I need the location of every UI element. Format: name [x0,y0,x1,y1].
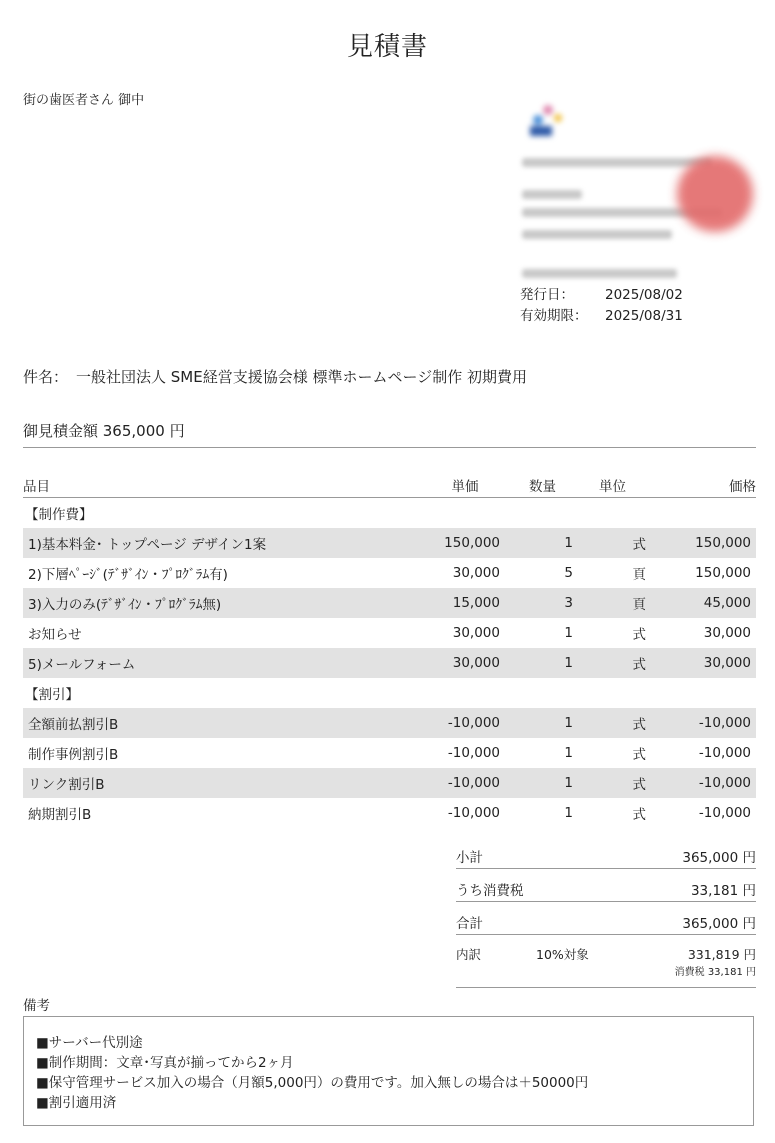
header-qty: 数量 [529,479,556,495]
tax-row [456,875,756,902]
remark-line: ■制作期間：文章･写真が揃ってから2ヶ月 [36,1055,294,1071]
table-row [23,558,756,588]
registration-redacted [522,269,677,278]
item-qty: 3 [564,595,573,611]
item-price: -10,000 [447,745,500,761]
company-logo [524,98,564,138]
item-qty: 5 [564,565,573,581]
company-postal-redacted [522,190,582,199]
recipient: 街の歯医者さん 御中 [23,93,145,108]
table-row [23,708,756,738]
item-unit: 式 [632,777,646,793]
expiry-date-value: 2025/08/31 [605,308,683,324]
item-name: お知らせ [28,627,82,643]
header-unit: 単位 [599,479,626,495]
remarks-title: 備考 [23,998,50,1014]
item-unit: 頁 [632,597,646,613]
item-price: -10,000 [447,775,500,791]
document-title: 見積書 [346,32,428,62]
table-header [23,474,756,498]
item-amount: -10,000 [698,715,751,731]
item-name: 2)下層ﾍﾟｰｼﾞ(ﾃﾞｻﾞｲﾝ・ﾌﾟﾛｸﾞﾗﾑ有) [28,567,228,583]
tax-value: 33,181 円 [690,883,756,899]
item-amount: -10,000 [698,805,751,821]
remark-line: ■割引適用済 [36,1095,117,1111]
item-name: 納期割引B [28,807,92,823]
header-name: 品目 [23,479,50,495]
item-price: -10,000 [447,805,500,821]
item-price: 30,000 [452,565,500,581]
item-unit: 式 [632,747,646,763]
item-amount: 150,000 [695,565,751,581]
breakdown-row [456,941,756,988]
breakdown-amount: 331,819 円 [687,947,756,962]
table-row [23,798,756,828]
company-name-redacted [522,158,712,167]
item-unit: 式 [632,657,646,673]
subtotal-label: 小計 [456,850,483,866]
section-title-production: 【制作費】 [25,507,93,523]
subtotal-value: 365,000 円 [682,850,756,866]
issuer-block [520,94,760,284]
item-qty: 1 [564,775,573,791]
item-qty: 1 [564,655,573,671]
item-unit: 頁 [632,567,646,583]
total-label: 合計 [456,916,483,932]
item-unit: 式 [632,807,646,823]
subject [23,366,527,387]
item-qty: 1 [564,625,573,641]
item-name: 制作事例割引B [28,747,119,763]
item-amount: -10,000 [698,775,751,791]
subject-label: 件名： [23,368,69,386]
table-row [23,768,756,798]
item-amount: 150,000 [695,535,751,551]
item-qty: 1 [564,805,573,821]
item-name: 1)基本料金･ トップページ デザイン1案 [28,537,267,553]
subject-value: 一般社団法人 SME経営支援協会様 標準ホームページ制作 初期費用 [76,368,527,386]
remark-line: ■サーバー代別途 [36,1035,143,1051]
issue-dates [520,285,683,327]
issue-date-value: 2025/08/02 [605,287,683,303]
issue-date-label: 発行日： [520,287,574,303]
item-name: 5)メールフォーム [28,657,136,673]
item-price: 30,000 [452,625,500,641]
item-price: 15,000 [452,595,500,611]
item-qty: 1 [564,745,573,761]
table-row [23,618,756,648]
item-unit: 式 [632,717,646,733]
remarks-box [23,1016,754,1126]
company-tel-redacted [522,230,672,239]
table-row [23,588,756,618]
breakdown-category: 10%対象 [536,947,589,962]
table-row [23,528,756,558]
remark-line: ■保守管理サービス加入の場合（月額5,000円）の費用です。加入無しの場合は＋50000円 [36,1075,589,1091]
item-qty: 1 [564,715,573,731]
item-amount: -10,000 [698,745,751,761]
item-amount: 45,000 [703,595,751,611]
header-price: 単価 [451,479,479,495]
estimate-total: 御見積金額 365,000 円 [23,420,756,448]
subtotal-row [456,842,756,869]
item-amount: 30,000 [703,655,751,671]
section-title-discount: 【割引】 [25,687,79,703]
breakdown-label: 内訳 [456,947,482,962]
item-name: 3)入力のみ(ﾃﾞｻﾞｲﾝ・ﾌﾟﾛｸﾞﾗﾑ無) [28,597,222,613]
item-unit: 式 [632,537,646,553]
item-qty: 1 [564,535,573,551]
total-value: 365,000 円 [682,916,756,932]
line-items-table [23,474,756,828]
item-price: 150,000 [444,535,500,551]
summary-block [456,842,756,988]
header-amount: 価格 [729,479,756,495]
item-amount: 30,000 [703,625,751,641]
table-row [23,648,756,678]
breakdown-tax: 消費税 33,181 円 [674,967,756,978]
total-row [456,908,756,935]
table-row [23,738,756,768]
item-name: リンク割引B [28,777,105,793]
tax-label: うち消費税 [456,883,524,899]
item-price: 30,000 [452,655,500,671]
item-name: 全額前払割引B [28,717,119,733]
expiry-date-label: 有効期限： [520,308,588,324]
item-unit: 式 [632,627,646,643]
company-seal [677,156,753,232]
item-price: -10,000 [447,715,500,731]
